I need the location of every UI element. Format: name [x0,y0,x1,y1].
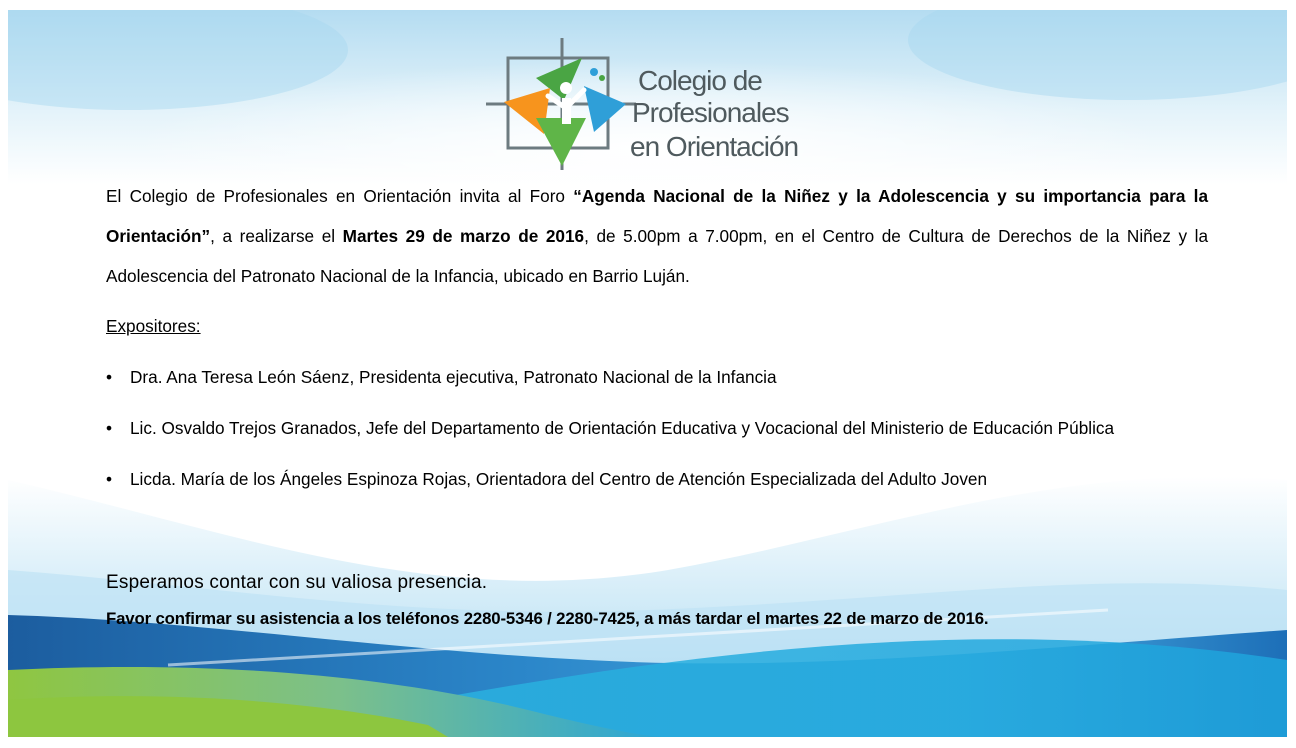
speaker-item [106,357,1208,397]
rsvp-text: Favor confirmar su asistencia a los teléfonos 2280-5346 / 2280-7425, a más tardar el martes 22 de marzo de 2016. [106,609,989,628]
invitation-card [8,10,1287,737]
logo-text-line1: Colegio de [638,65,762,96]
speaker-text: Lic. Osvaldo Trejos Granados, Jefe del Departamento de Orientación Educativa y Vocacional del Ministerio de Educación Pública [130,418,1115,438]
logo-emblem-icon [486,38,636,170]
speaker-item [106,459,1208,499]
bullet-icon: • [106,367,113,387]
bullet-icon: • [106,418,113,438]
speakers-heading: Expositores: [106,316,201,336]
event-date: Martes 29 de marzo de 2016 [342,226,585,246]
speaker-text: Dra. Ana Teresa León Sáenz, Presidenta ejecutiva, Patronato Nacional de la Infancia [130,367,777,387]
speaker-item [106,408,1208,448]
closing-text: Esperamos contar con su valiosa presencia. [106,572,488,593]
intro-text-3: , de 5.00pm a 7.00pm, en el Centro de Cultura de Derechos de la Niñez y la Adolescencia del Patronato Nacional de la Infancia, ubicado en Barrio Luján. [106,226,1209,286]
intro-text-2: , a realizarse el [210,226,343,246]
event-title: “Agenda Nacional de la Niñez y la Adolescencia y su importancia para la Orientación” [106,186,1208,246]
closing-block [106,570,1246,632]
college-logo [486,38,816,170]
logo-text-line3: en Orientación [630,131,799,162]
bullet-icon: • [106,469,113,489]
invitation-body [106,176,1208,499]
intro-text-1: El Colegio de Profesionales en Orientación invita al Foro [106,186,574,206]
intro-paragraph [106,176,1208,296]
logo-text-line2: Profesionales [632,97,789,128]
speaker-text: Licda. María de los Ángeles Espinoza Rojas, Orientadora del Centro de Atención Especializada del Adulto Joven [130,469,988,489]
